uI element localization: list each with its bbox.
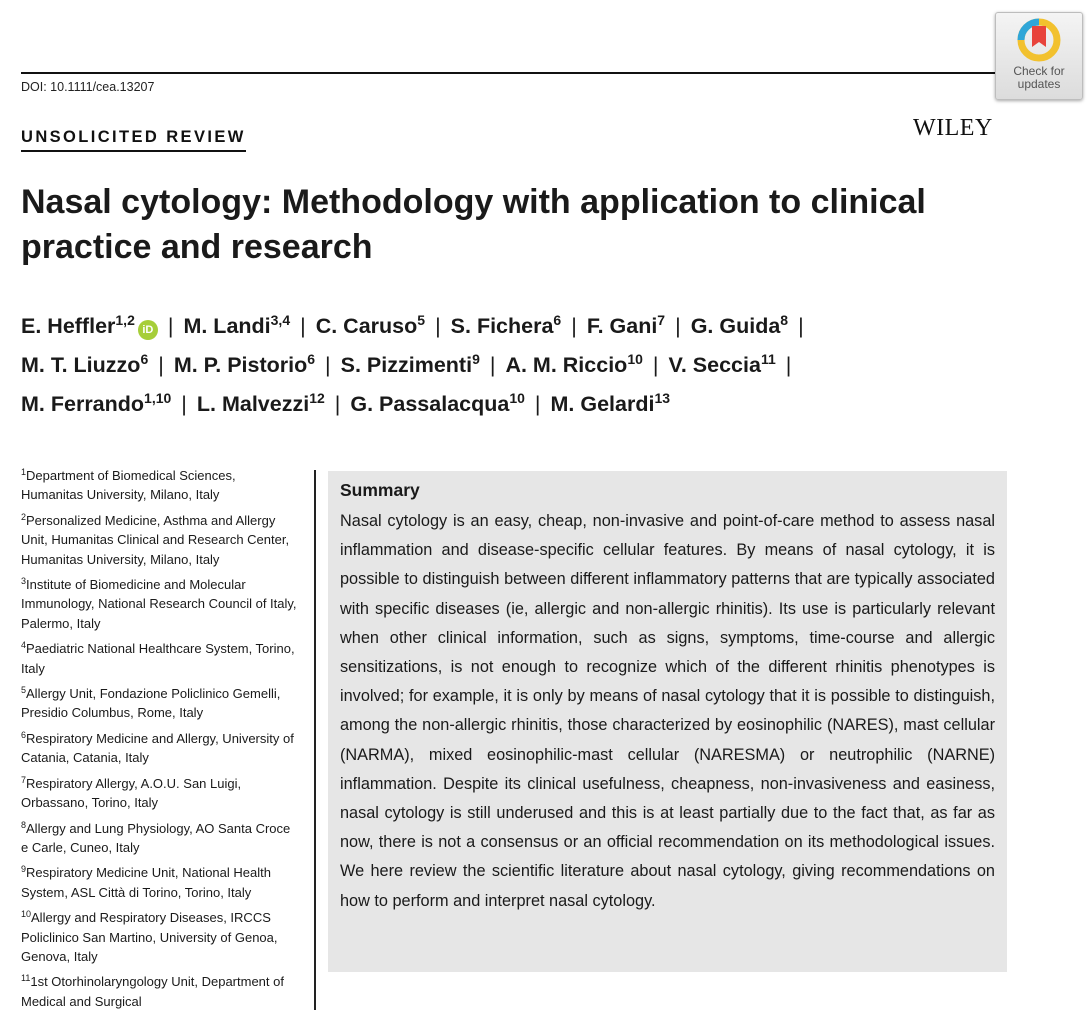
author-affiliation-index: 11	[760, 351, 776, 367]
affiliation-text: Personalized Medicine, Asthma and Allergy Unit, Humanitas Clinical and Research Center, Humanitas University, Milano, Italy	[21, 512, 290, 567]
author-separator: |	[675, 314, 681, 338]
affiliation-item	[21, 908, 301, 966]
author-name-text: M. Ferrando	[21, 392, 145, 416]
affiliation-text: Allergy Unit, Fondazione Policlinico Gemelli, Presidio Columbus, Rome, Italy	[21, 686, 281, 721]
author-name[interactable]	[21, 392, 171, 416]
column-divider	[314, 470, 316, 1010]
affiliation-number: 8	[21, 819, 27, 830]
affiliation-text: Department of Biomedical Sciences, Humanitas University, Milano, Italy	[21, 468, 236, 503]
author-separator: |	[158, 353, 164, 377]
article-type-label: UNSOLICITED REVIEW	[21, 128, 246, 152]
author-name-text: M. Landi	[183, 314, 271, 338]
author-name-text: E. Heffler	[21, 314, 116, 338]
author-name[interactable]	[197, 392, 325, 416]
author-affiliation-index: 9	[472, 351, 480, 367]
affiliation-number: 11	[21, 973, 31, 984]
affiliation-number: 4	[21, 640, 27, 651]
author-affiliation-index: 6	[140, 351, 149, 367]
affiliation-list	[21, 466, 301, 1017]
summary-heading: Summary	[340, 480, 420, 500]
author-name[interactable]	[21, 314, 158, 338]
author-separator: |	[167, 314, 174, 338]
affiliation-number: 7	[21, 774, 27, 785]
check-for-updates-label: Check for updates	[1013, 64, 1065, 91]
affiliation-number: 9	[21, 864, 27, 875]
author-name-text: G. Passalacqua	[350, 392, 510, 416]
author-name-text: G. Guida	[690, 314, 781, 338]
author-separator: |	[652, 353, 659, 377]
author-name[interactable]	[341, 353, 480, 377]
author-name-text: F. Gani	[586, 314, 658, 338]
affiliation-item	[21, 466, 301, 505]
author-affiliation-index: 5	[417, 312, 426, 328]
author-name[interactable]	[21, 353, 148, 377]
author-affiliation-index: 7	[657, 312, 666, 328]
author-name[interactable]	[451, 314, 562, 338]
affiliation-item	[21, 863, 301, 902]
affiliation-text: Respiratory Medicine Unit, National Health System, ASL Città di Torino, Torino, Italy	[21, 865, 271, 900]
affiliation-number: 3	[21, 576, 27, 587]
author-name[interactable]	[668, 353, 775, 377]
author-affiliation-index: 3,4	[270, 312, 291, 328]
doi-link[interactable]: DOI: 10.1111/cea.13207	[21, 80, 155, 94]
author-affiliation-index: 1,2	[115, 312, 135, 328]
author-separator: |	[785, 353, 792, 377]
author-affiliation-index: 12	[309, 390, 325, 406]
author-name-text: L. Malvezzi	[196, 392, 310, 416]
author-name-text: M. Gelardi	[550, 392, 655, 416]
author-name[interactable]	[316, 314, 425, 338]
author-name-text: S. Pizzimenti	[340, 353, 473, 377]
affiliation-text: Respiratory Allergy, A.O.U. San Luigi, Orbassano, Torino, Italy	[21, 775, 242, 811]
crossmark-icon	[1016, 17, 1062, 63]
author-name-text: C. Caruso	[315, 314, 418, 338]
article-title: Nasal cytology: Methodology with application to clinical practice and research	[21, 183, 926, 266]
author-affiliation-index: 10	[509, 390, 525, 406]
publisher-logo: WILEY	[913, 115, 993, 141]
affiliation-item	[21, 972, 301, 1011]
orcid-icon[interactable]: iD	[138, 320, 158, 340]
author-affiliation-index: 13	[654, 390, 671, 406]
affiliation-item	[21, 639, 301, 678]
author-name-text: M. P. Pistorio	[173, 353, 308, 377]
affiliation-item	[21, 819, 301, 858]
affiliation-item	[21, 729, 301, 768]
author-affiliation-index: 6	[307, 351, 316, 367]
author-affiliation-index: 1,10	[144, 390, 172, 406]
author-separator: |	[325, 353, 331, 377]
affiliation-text: Respiratory Medicine and Allergy, University of Catania, Catania, Italy	[21, 730, 294, 766]
affiliation-number: 10	[21, 909, 32, 920]
author-name[interactable]	[505, 353, 642, 377]
author-separator: |	[334, 392, 341, 416]
author-name-text: S. Fichera	[450, 314, 554, 338]
author-name[interactable]	[183, 314, 290, 338]
author-separator: |	[571, 314, 577, 338]
author-list	[21, 307, 1011, 424]
affiliation-text: 1st Otorhinolaryngology Unit, Department of Medical and Surgical	[21, 974, 284, 1009]
affiliation-number: 5	[21, 685, 27, 696]
author-separator: |	[300, 314, 306, 338]
header-rule	[21, 72, 1001, 74]
affiliation-text: Allergy and Lung Physiology, AO Santa Croce e Carle, Cuneo, Italy	[21, 820, 291, 855]
author-separator: |	[534, 392, 541, 416]
author-separator: |	[181, 392, 187, 416]
affiliation-text: Institute of Biomedicine and Molecular Immunology, National Research Council of Italy, Palermo, Italy	[21, 577, 297, 631]
author-name-text: M. T. Liuzzo	[21, 353, 141, 377]
author-affiliation-index: 6	[553, 312, 562, 328]
affiliation-number: 1	[21, 467, 27, 477]
author-name[interactable]	[174, 353, 315, 377]
author-name[interactable]	[551, 392, 671, 416]
author-affiliation-index: 10	[627, 351, 643, 367]
affiliation-text: Allergy and Respiratory Diseases, IRCCS Policlinico San Martino, University of Genoa, Genova, Italy	[21, 910, 278, 964]
affiliation-number: 6	[21, 729, 27, 740]
author-name[interactable]	[350, 392, 525, 416]
summary-box	[328, 471, 1007, 972]
affiliation-item	[21, 575, 301, 633]
author-name[interactable]	[587, 314, 665, 338]
affiliation-item	[21, 774, 301, 813]
author-separator: |	[798, 314, 804, 338]
affiliation-item	[21, 684, 301, 723]
summary-text: Nasal cytology is an easy, cheap, non-invasive and point-of-care method to assess nasal inflammation and disease-specific cellular features. By means of nasal cytology, it is possible to distinguish between different inflammatory patterns that are typically associated with specific diseases (ie, allergic and non-allergic rhinitis). Its use is particularly relevant when other clinical information, such as signs, symptoms, time-course and allergic sensitizations, is not enough to recognize which of the different rhinitis phenotypes is involved; for example, it is only by means of nasal cytology that it is possible to distinguish, among the non-allergic rhinitis, those characterized by eosinophilic (NARES), mast cellular (NARMA), mixed eosinophilic-mast cellular (NARESMA) or neutrophilic (NARNE) inflammation. Despite its clinical usefulness, cheapness, non-invasiveness and easiness, nasal cytology is still underused and this is at least partially due to the fact that, as far as now, there is not a consensus or an official recommendation on its methodological issues. We here review the scientific literature about nasal cytology, giving recommendations on how to perform and interpret nasal cytology.	[340, 512, 995, 910]
affiliation-number: 2	[21, 511, 27, 522]
author-affiliation-index: 8	[780, 312, 789, 328]
author-separator: |	[435, 314, 441, 338]
author-name-text: A. M. Riccio	[505, 353, 628, 377]
affiliation-item	[21, 511, 301, 569]
check-for-updates-button[interactable]	[995, 12, 1083, 100]
author-separator: |	[489, 353, 496, 377]
author-name-text: V. Seccia	[668, 353, 761, 377]
affiliation-text: Paediatric National Healthcare System, Torino, Italy	[21, 641, 295, 676]
author-name[interactable]	[691, 314, 788, 338]
